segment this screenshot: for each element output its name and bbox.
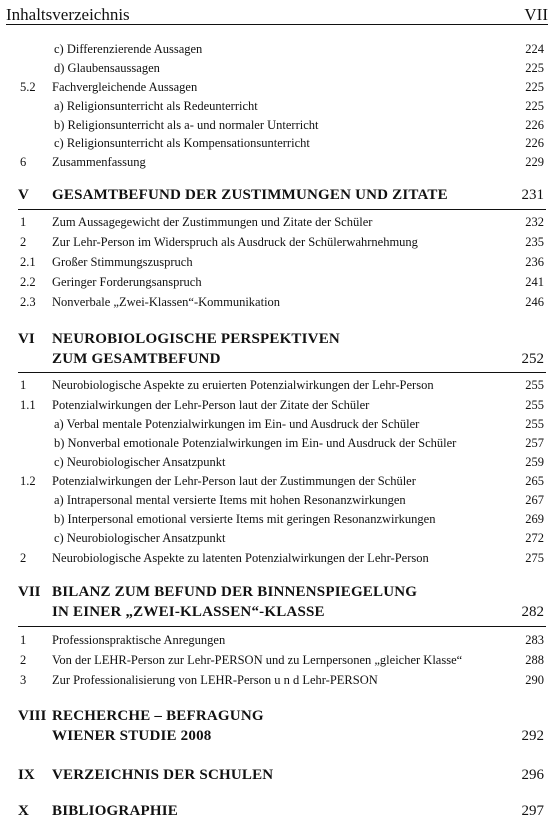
toc-entry	[0, 134, 560, 152]
section-number: 1.2	[20, 474, 36, 488]
page-number: 255	[525, 417, 544, 431]
section-number: V	[18, 187, 29, 203]
page-number: 288	[525, 653, 544, 667]
entry-text: a) Intrapersonal mental versierte Items mit hohen Resonanzwirkungen	[54, 493, 406, 507]
entry-text: b) Religionsunterricht als a- und normaler Unterricht	[54, 118, 319, 132]
page-number: 296	[521, 767, 544, 783]
entry-text: Geringer Forderungsanspruch	[52, 275, 202, 289]
toc-entry	[0, 376, 560, 394]
entry-text: c) Neurobiologischer Ansatzpunkt	[54, 531, 226, 545]
entry-text: a) Verbal mentale Potenzialwirkungen im Ein- und Ausdruck der Schüler	[54, 417, 420, 431]
toc-entry	[0, 671, 560, 689]
toc-entry	[0, 40, 560, 58]
entry-text: c) Differenzierende Aussagen	[54, 42, 203, 56]
section-number: 1	[20, 215, 27, 229]
toc-entry	[0, 549, 560, 567]
page-number: 257	[525, 436, 544, 450]
page-number: 275	[525, 551, 544, 565]
section-number: 2	[20, 235, 27, 249]
entry-text: Zusammenfassung	[52, 155, 146, 169]
page-number: 226	[525, 118, 544, 132]
divider	[18, 626, 546, 627]
entry-text: a) Religionsunterricht als Redeunterricht	[54, 99, 258, 113]
chapter-title: VERZEICHNIS DER SCHULEN	[52, 767, 274, 783]
toc-entry	[0, 415, 560, 433]
section-number: 2.1	[20, 255, 36, 269]
section-number: 6	[20, 155, 27, 169]
chapter-title: WIENER STUDIE 2008	[52, 728, 212, 744]
divider	[18, 372, 546, 373]
entry-text: Großer Stimmungszuspruch	[52, 255, 193, 269]
section-number: 1	[20, 378, 27, 392]
page-number: 290	[525, 673, 544, 687]
page-number: 252	[521, 351, 544, 367]
entry-text: Fachvergleichende Aussagen	[52, 80, 198, 94]
chapter-title: RECHERCHE – BEFRAGUNG	[52, 708, 264, 724]
page-number: 226	[525, 136, 544, 150]
section-number: 3	[20, 673, 27, 687]
page-number: 232	[525, 215, 544, 229]
toc-entry	[0, 116, 560, 134]
page-number: 267	[525, 493, 544, 507]
toc-entry	[0, 293, 560, 311]
toc-entry	[0, 529, 560, 547]
page-number: 292	[521, 728, 544, 744]
section-number: X	[18, 803, 29, 819]
toc-entry	[0, 213, 560, 231]
page-number: 229	[525, 155, 544, 169]
section-number: 2	[20, 653, 27, 667]
entry-text: d) Glaubensaussagen	[54, 61, 160, 75]
chapter-title: GESAMTBEFUND DER ZUSTIMMUNGEN UND ZITATE	[52, 187, 448, 203]
page-number: 231	[521, 187, 544, 203]
toc-entry	[0, 510, 560, 528]
entry-text: Neurobiologische Aspekte zu latenten Potenzialwirkungen der Lehr-Person	[52, 551, 429, 565]
toc-entry	[0, 491, 560, 509]
toc-entry	[0, 233, 560, 251]
entry-text: Professionspraktische Anregungen	[52, 633, 226, 647]
entry-text: Zum Aussagegewicht der Zustimmungen und Zitate der Schüler	[52, 215, 373, 229]
chapter-title: ZUM GESAMTBEFUND	[52, 351, 221, 367]
chapter-title: BILANZ ZUM BEFUND DER BINNENSPIEGELUNG	[52, 584, 418, 600]
page-number: 255	[525, 378, 544, 392]
page-title: Inhaltsverzeichnis	[6, 5, 130, 24]
page-number: 282	[521, 604, 544, 620]
page-header	[6, 2, 548, 25]
entry-text: Zur Professionalisierung von LEHR-Person u n d Lehr-PERSON	[52, 673, 378, 687]
toc-entry	[0, 453, 560, 471]
page-number: 259	[525, 455, 544, 469]
entry-text: b) Nonverbal emotionale Potenzialwirkungen im Ein- und Ausdruck der Schüler	[54, 436, 457, 450]
page-number: 241	[525, 275, 544, 289]
page-number: 255	[525, 398, 544, 412]
toc-entry	[0, 631, 560, 649]
page-number: 225	[525, 61, 544, 75]
entry-text: Von der LEHR-Person zur Lehr-PERSON und zu Lernpersonen „gleicher Klasse“	[52, 653, 463, 667]
page-number: 225	[525, 80, 544, 94]
section-number: VII	[18, 584, 41, 600]
page-number: 297	[521, 803, 544, 819]
section-number: VI	[18, 331, 35, 347]
page-number: 235	[525, 235, 544, 249]
toc-entry	[0, 253, 560, 271]
page-number: 246	[525, 295, 544, 309]
toc-entry	[0, 396, 560, 414]
section-number: 2.2	[20, 275, 36, 289]
page-number: 224	[525, 42, 544, 56]
toc-entry	[0, 472, 560, 490]
page-number: 269	[525, 512, 544, 526]
entry-text: Potenzialwirkungen der Lehr-Person laut der Zustimmungen der Schüler	[52, 474, 416, 488]
page-number-roman: VII	[524, 5, 548, 24]
entry-text: Neurobiologische Aspekte zu eruierten Potenzialwirkungen der Lehr-Person	[52, 378, 434, 392]
section-number: VIII	[18, 708, 47, 724]
section-number: 2.3	[20, 295, 36, 309]
entry-text: Potenzialwirkungen der Lehr-Person laut der Zitate der Schüler	[52, 398, 370, 412]
toc-entry	[0, 153, 560, 171]
toc-entry	[0, 78, 560, 96]
chapter-title: NEUROBIOLOGISCHE PERSPEKTIVEN	[52, 331, 340, 347]
toc-entry	[0, 97, 560, 115]
toc-entry	[0, 273, 560, 291]
section-number: 2	[20, 551, 27, 565]
page-number: 225	[525, 99, 544, 113]
section-number: 1.1	[20, 398, 36, 412]
page-number: 236	[525, 255, 544, 269]
divider	[18, 209, 546, 210]
section-number: IX	[18, 767, 35, 783]
entry-text: b) Interpersonal emotional versierte Items mit geringen Resonanzwirkungen	[54, 512, 436, 526]
section-number: 1	[20, 633, 27, 647]
section-number: 5.2	[20, 80, 36, 94]
entry-text: Nonverbale „Zwei-Klassen“-Kommunikation	[52, 295, 281, 309]
entry-text: Zur Lehr-Person im Widerspruch als Ausdruck der Schülerwahrnehmung	[52, 235, 418, 249]
page-number: 272	[525, 531, 544, 545]
entry-text: c) Religionsunterricht als Kompensationsunterricht	[54, 136, 310, 150]
page-number: 265	[525, 474, 544, 488]
chapter-title: BIBLIOGRAPHIE	[52, 803, 178, 819]
toc-entry	[0, 434, 560, 452]
toc-entry	[0, 59, 560, 77]
toc-entry	[0, 651, 560, 669]
entry-text: c) Neurobiologischer Ansatzpunkt	[54, 455, 226, 469]
page-number: 283	[525, 633, 544, 647]
chapter-title: IN EINER „ZWEI-KLASSEN“-KLASSE	[52, 604, 325, 620]
